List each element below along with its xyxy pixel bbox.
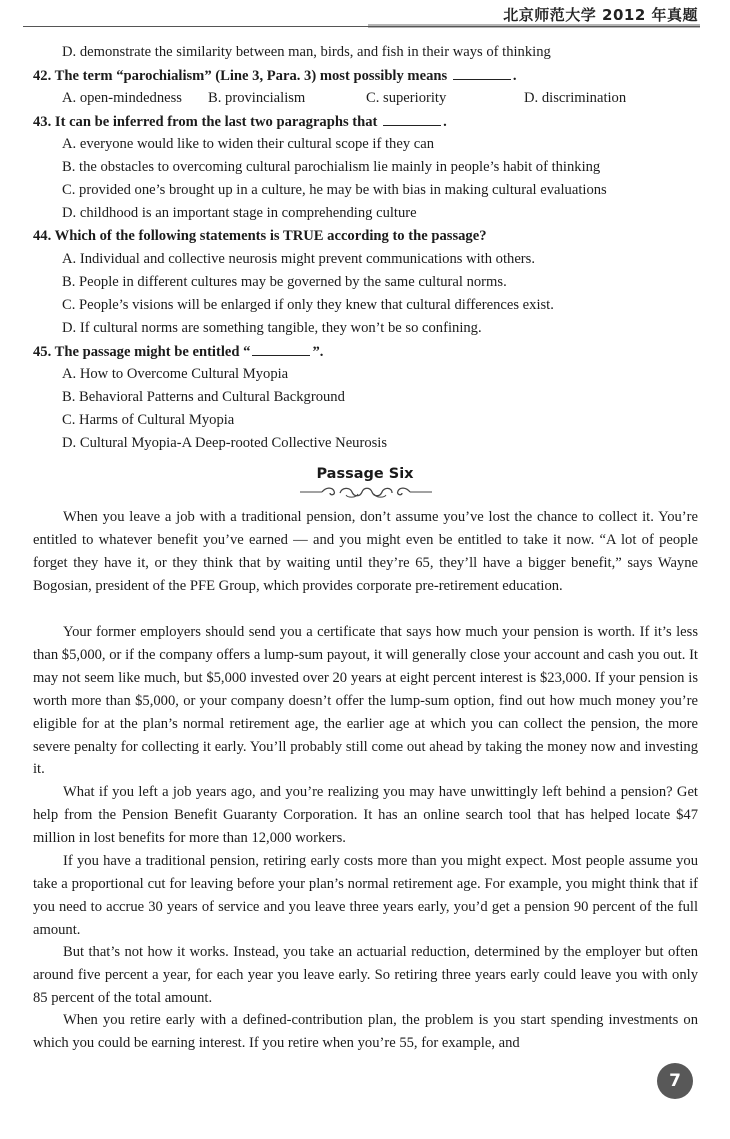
q45-option-b: B. Behavioral Patterns and Cultural Background (62, 389, 345, 405)
passage-paragraph-4: If you have a traditional pension, retiring early costs more than you might expect. Most people assume you take a proportional cut for leaving before your plan’s normal retirement age. For example, you might think that if you need to accrue 30 years of service and you leave three years early, you’d get a pension 90 percent of the full amount. (33, 853, 698, 938)
q45-option-d: D. Cultural Myopia-A Deep-rooted Collective Neurosis (62, 435, 388, 451)
q43-option-b: B. the obstacles to overcoming cultural parochialism lie mainly in people’s habit of thinking (62, 159, 601, 175)
q42-blank (453, 65, 511, 80)
q43-option-c: C. provided one’s brought up in a culture, he may be with bias in making cultural evaluations (62, 182, 607, 198)
q42-stem (33, 65, 516, 86)
q43-blank (383, 111, 441, 126)
passage-paragraph-5: But that’s not how it works. Instead, you take an actuarial reduction, determined by the employer but often around five percent a year, for each year you leave early. So retiring three years early could leave you with only 85 percent of the total amount. (33, 944, 698, 1006)
q45-stem (33, 341, 323, 362)
passage-paragraph-3: What if you left a job years ago, and you’re realizing you may have unwittingly left behind a pension? Get help from the Pension Benefit Guaranty Corporation. It has an online search tool that has helped locate $47 million in lost benefits for more than 12,000 workers. (33, 784, 698, 846)
q44-stem: 44. Which of the following statements is TRUE according to the passage? (33, 228, 487, 244)
q45-option-c: C. Harms of Cultural Myopia (62, 412, 235, 428)
q42-stem-end: . (512, 68, 517, 84)
q41-option-d: D. demonstrate the similarity between man, birds, and fish in their ways of thinking (62, 44, 551, 60)
q45-stem-text: 45. The passage might be entitled “ (33, 344, 251, 360)
q43-stem-text: 43. It can be inferred from the last two paragraphs that (33, 114, 378, 130)
q42-option-d: D. discrimination (524, 90, 627, 106)
passage-paragraph-2: Your former employers should send you a certificate that says how much your pension is worth. If it’s less than $5,000, or if the company offers a lump-sum payout, it will generally close your account and cash you out. It may not seem like much, but $5,000 invested over 20 years at eight percent interest is $23,000. If your pension is worth more than $5,000, or your company doesn’t offer the lump-sum option, find out how much money you’re eligible for at the plan’s normal retirement age, the earlier age at which you can collect the pension, the more severe penalty for collecting it early. You’ll probably still come out ahead by taking the money now and investing it. (33, 624, 698, 778)
q45-blank (252, 341, 310, 356)
passage-paragraph-6: When you retire early with a defined-contribution plan, the problem is you start spending investments on which you could be earning interest. If you retire when you’re 55, for example, and (33, 1012, 698, 1051)
header-rule (23, 26, 700, 27)
q42-option-c: C. superiority (366, 90, 447, 106)
q43-stem (33, 111, 447, 132)
q44-option-d: D. If cultural norms are something tangible, they won’t be so confining. (62, 320, 482, 336)
q42-option-a: A. open-mindedness (62, 90, 182, 106)
q44-option-a: A. Individual and collective neurosis might prevent communications with others. (62, 251, 535, 267)
q45-stem-end: ”. (312, 344, 324, 360)
passage-paragraph-1: When you leave a job with a traditional pension, don’t assume you’ve lost the chance to collect it. You’re entitled to whatever benefit you’ve earned — and you might even be entitled to take it now. “A lot of people forget they have it, or they think that by waiting until they’re 65, they’ll have a bigger benefit,” says Wayne Bogosian, president of the PFE Group, which provides corporate pre-retirement education. (33, 509, 698, 594)
q42-option-b: B. provincialism (208, 90, 306, 106)
q44-option-b: B. People in different cultures may be governed by the same cultural norms. (62, 274, 507, 290)
header-title: 北京师范大学 2012 年真题 (503, 6, 698, 24)
page-header (0, 0, 730, 30)
q44-option-c: C. People’s visions will be enlarged if only they knew that cultural differences exist. (62, 297, 554, 313)
q43-option-d: D. childhood is an important stage in comprehending culture (62, 205, 417, 221)
decorative-ornament-icon (300, 484, 432, 500)
q42-stem-text: 42. The term “parochialism” (Line 3, Para. 3) most possibly means (33, 68, 448, 84)
passage-title: Passage Six (316, 466, 414, 482)
q43-stem-end: . (443, 114, 447, 130)
page-number-badge: 7 (657, 1063, 693, 1099)
q45-option-a: A. How to Overcome Cultural Myopia (62, 366, 289, 382)
q43-option-a: A. everyone would like to widen their cultural scope if they can (62, 136, 435, 152)
